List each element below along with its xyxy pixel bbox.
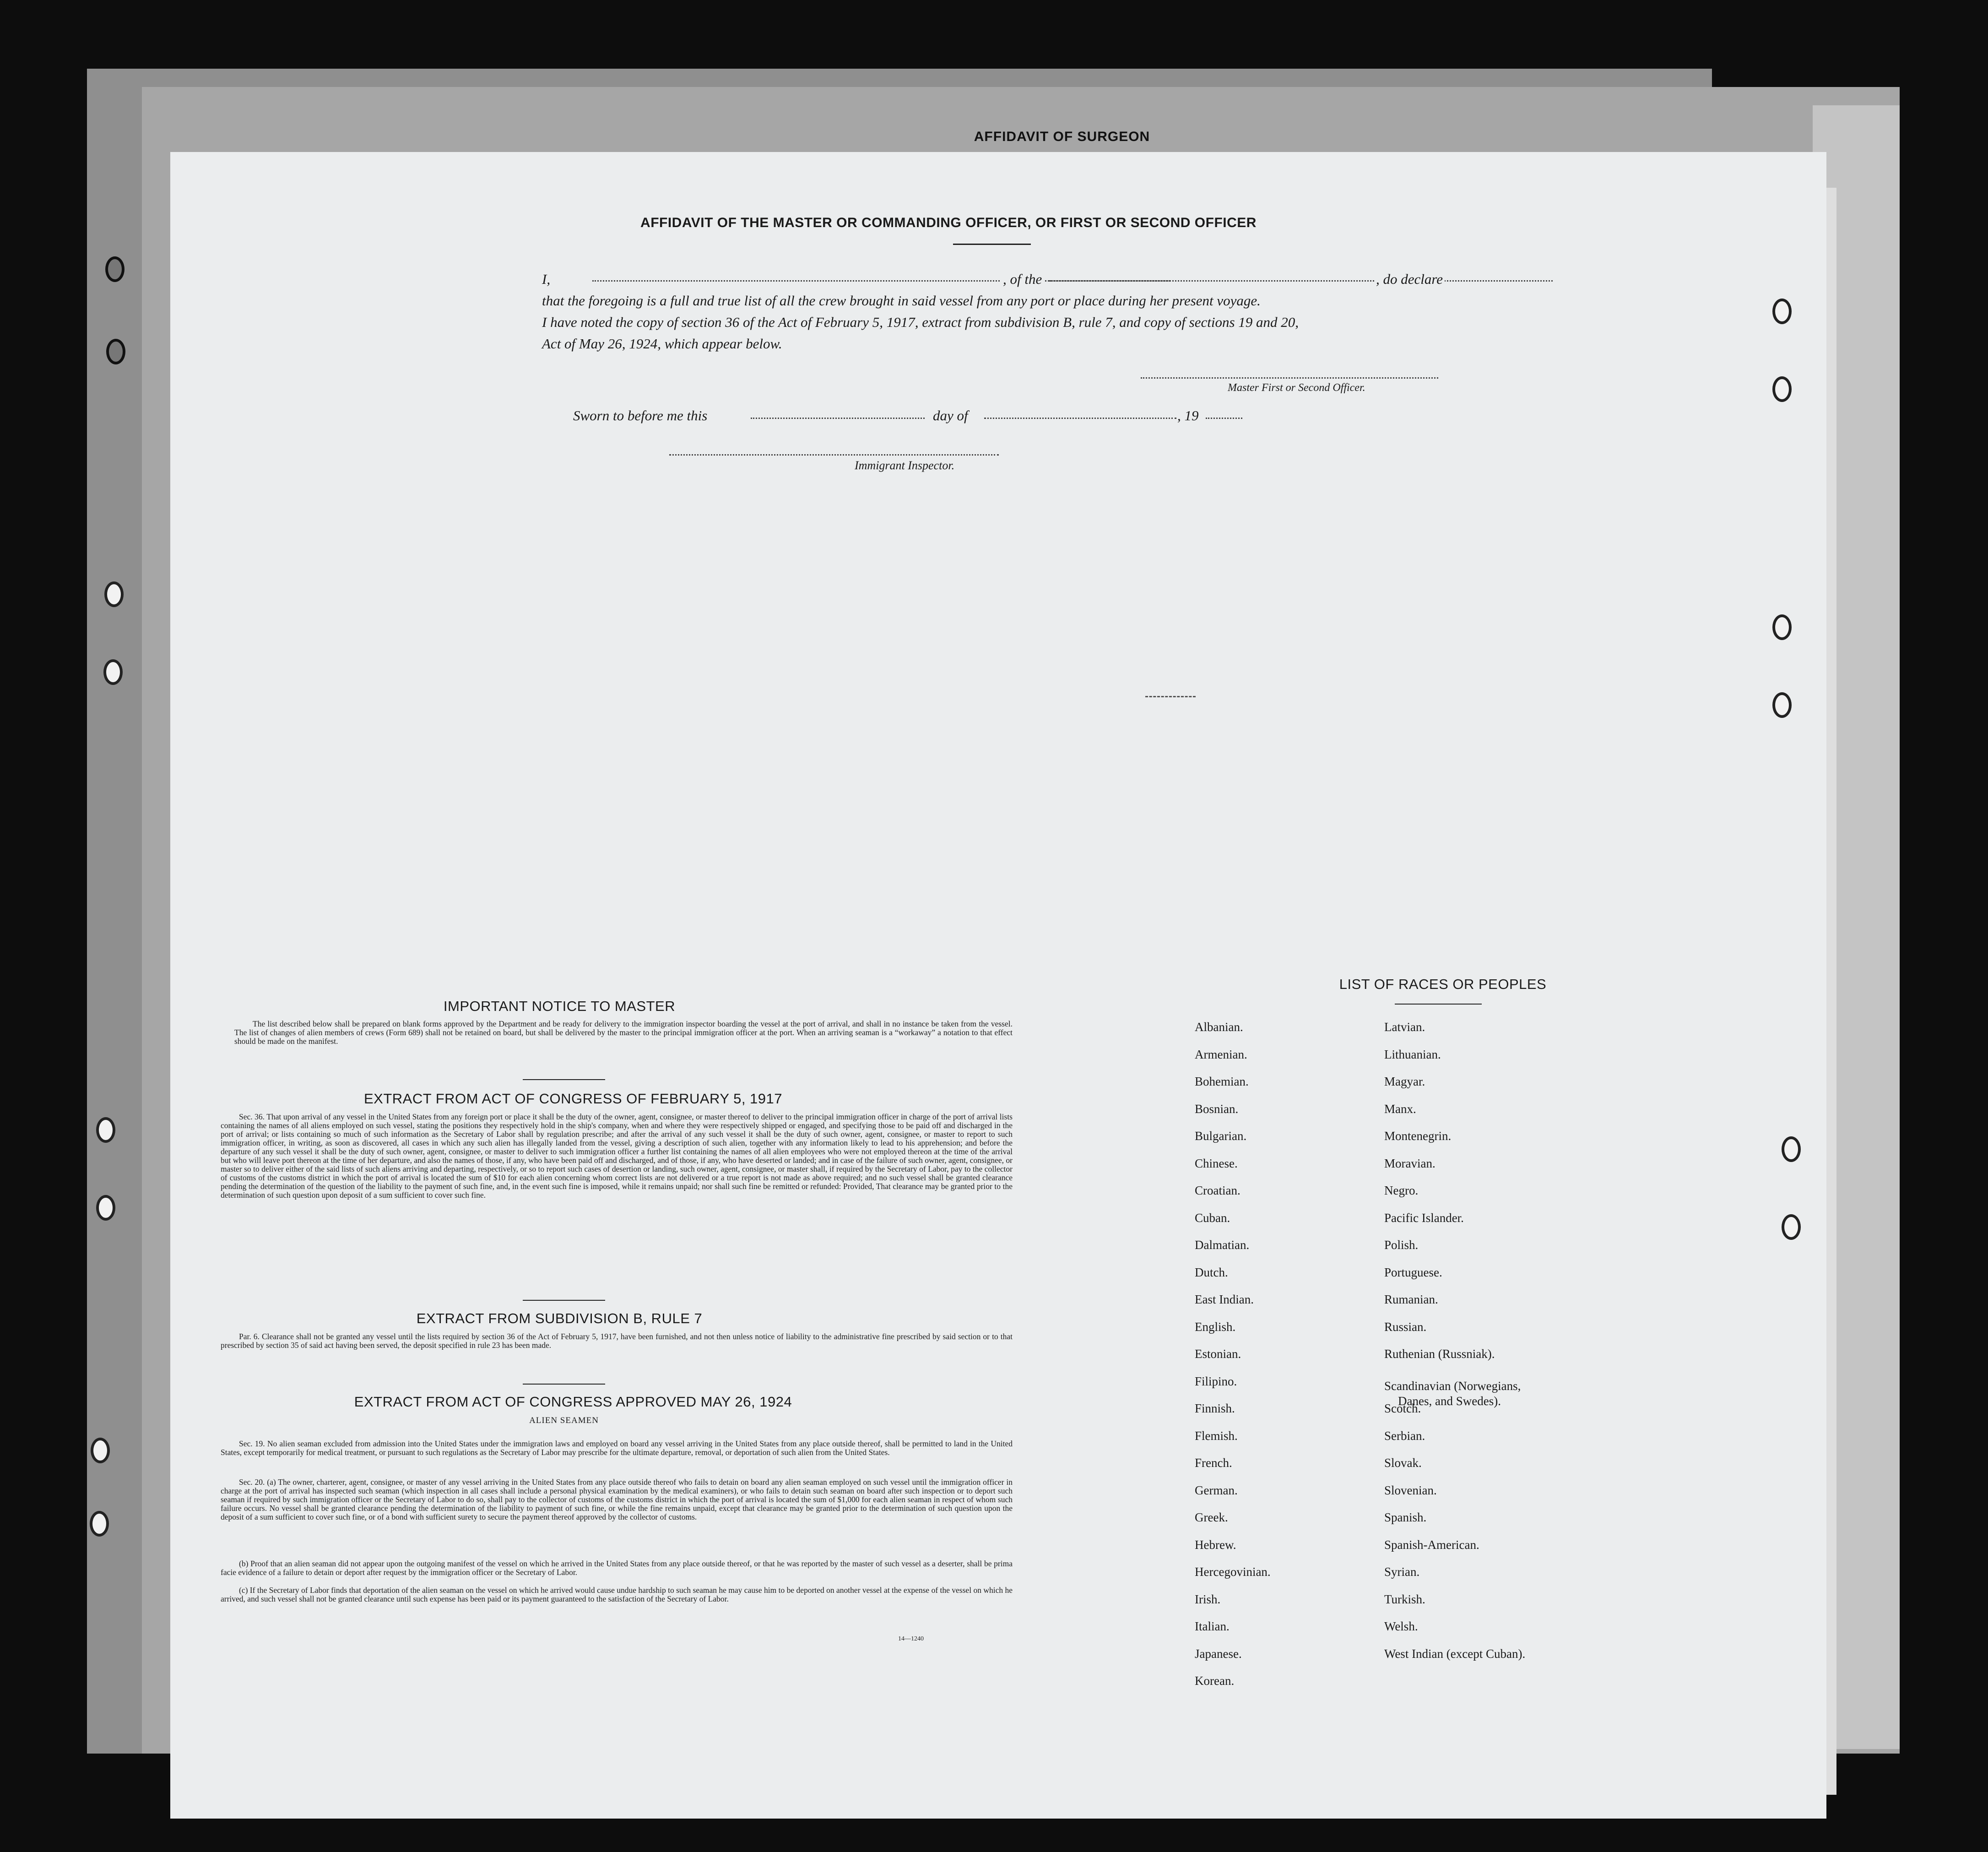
sec-19-text: Sec. 19. No alien seaman excluded from admission into the United States under the immigration laws and employed on board any vessel arriving in the United States from any place outside thereof, shall be permitted to land in the United States, except temporarily for medical treatment, or pursuant to such regulations as the Secretary of Labor may prescribe for the ultimate departure, removal, or deportation of such alien from the United States.	[221, 1439, 1013, 1457]
do-declare-label: , do declare	[1374, 271, 1445, 288]
section-divider	[523, 1079, 605, 1080]
title-divider	[953, 244, 1031, 245]
race-item: Albanian.	[1195, 1020, 1243, 1034]
race-item: Filipino.	[1195, 1374, 1237, 1388]
race-item: Pacific Islander.	[1384, 1211, 1464, 1225]
race-item: Bosnian.	[1195, 1102, 1239, 1116]
punch-hole-icon	[105, 256, 125, 282]
punch-hole-icon	[96, 1195, 115, 1221]
race-item: Estonian.	[1195, 1347, 1241, 1361]
punch-hole-icon	[1782, 1136, 1801, 1162]
race-item: Portuguese.	[1384, 1265, 1442, 1279]
race-item: Manx.	[1384, 1102, 1416, 1116]
punch-hole-icon	[96, 1117, 115, 1143]
race-item: Irish.	[1195, 1592, 1221, 1606]
race-item: Spanish-American.	[1384, 1537, 1479, 1552]
sworn-day-blank	[751, 418, 925, 419]
extract-1917-title: EXTRACT FROM ACT OF CONGRESS OF FEBRUARY 5, 1917	[363, 1091, 783, 1107]
affidavit-i-label: I,	[542, 271, 551, 287]
race-item: Croatian.	[1195, 1184, 1240, 1197]
race-item: Scandinavian (Norwegians,	[1384, 1379, 1521, 1393]
race-item: Bohemian.	[1195, 1075, 1249, 1088]
race-item: Bulgarian.	[1195, 1129, 1247, 1143]
extract-rule7-body: Par. 6. Clearance shall not be granted any vessel until the lists required by section 36 of the Act of February 5, 1917, have been furnished, and not then unless notice of liability to the administrative fine prescribed by said section or to that prescribed by section 35 of said act having been served, the deposit specified in rule 23 has been made.	[221, 1332, 1013, 1350]
race-item: Slovenian.	[1384, 1483, 1437, 1497]
inspector-signature-label: Immigrant Inspector.	[855, 459, 955, 472]
race-item: Syrian.	[1384, 1565, 1420, 1579]
race-item: Chinese.	[1195, 1156, 1238, 1170]
race-item: Spanish.	[1384, 1510, 1427, 1524]
master-signature-line	[1141, 377, 1438, 379]
race-item: Korean.	[1195, 1674, 1235, 1688]
punch-hole-icon	[1772, 299, 1792, 324]
race-item: Rumanian.	[1384, 1293, 1438, 1306]
punch-hole-icon	[1772, 614, 1792, 640]
race-item: Dalmatian.	[1195, 1238, 1250, 1252]
race-item: Finnish.	[1195, 1401, 1235, 1415]
race-item: Montenegrin.	[1384, 1129, 1452, 1143]
race-item: Turkish.	[1384, 1592, 1425, 1606]
pencil-mark	[1145, 678, 1196, 697]
punch-hole-icon	[104, 581, 124, 607]
section-divider	[523, 1384, 605, 1385]
form-number: 14—1240	[898, 1635, 924, 1642]
extract-1917-body: Sec. 36. That upon arrival of any vessel in the United States from any foreign port or place it shall be the duty of the owner, agent, consignee, or master thereof to deliver to the principal immigration officer in charge of the port of arrival lists containing the names of all aliens employed on such vessel, stating the positions they respectively hold in the ship's company, when and where they were respectively shipped or engaged, and specifying those to be paid off and discharged in the port of arrival; or lists containing so much of such information as the Secretary of Labor shall by regulation prescribe; and after the arrival of any such vessel it shall be the duty of such owner, agent, consignee, or master to report to such immigration officer, in writing, as soon as discovered, all cases in which any such alien has illegally landed from the vessel, giving a description of such alien, together with any information likely to lead to his apprehension; and before the departure of any such vessel it shall be the duty of such owner, agent, consignee, or master to deliver to such immigration officer a further list containing the names of all alien employees who were not employed thereon at the time of the arrival but who will leave port thereon at the time of her departure, and also the names of those, if any, who have been paid off and discharged, and of those, if any, who have deserted or landed; and in case of the failure of such owner, agent, consignee, or master so to deliver either of the said lists of such aliens arriving and departing, respectively, or so to report such cases of desertion or landing, such owner, agent, consignee, or master shall, if required by the Secretary of Labor, pay to the collector of customs of the customs district in which the port of arrival is located the sum of $10 for each alien concerning whom correct lists are not delivered or a true report is not made as above required; and no such vessel shall be granted clearance pending the determination of the question of the liability to the payment of such fine, and, in the event such fine is imposed, while it remains unpaid; nor shall such fine be remitted or refunded: Provided, That clearance may be granted prior to the determination of such question upon deposit of a sum sufficient to cover such fine.	[221, 1112, 1013, 1200]
race-item: English.	[1195, 1320, 1236, 1334]
race-item: Welsh.	[1384, 1619, 1418, 1633]
sec-20a-text: Sec. 20. (a) The owner, charterer, agent, consignee, or master of any vessel arriving in the United States from any place outside thereof who fails to detain on board any alien seaman employed on such vessel until the immigration officer in charge at the port of arrival has inspected such seaman (which inspection in all cases shall include a personal physical examination by the medical examiners), or who fails to detain such seaman on board after such inspection or to deport such seaman if required by such immigration officer or the Secretary of Labor to do so, shall pay to the collector of customs of the customs district in which the port of arrival is located the sum of $1,000 for each alien seaman in respect of whom such failure occurs. No vessel shall be granted clearance pending the determination of the liability to payment of such fine, or while the fine remains unpaid, except that clearance may be granted prior to the determination of such question upon the deposit of a sum sufficient to cover such fine, or of a bond with sufficient surety to secure the payment thereof approved by the collector of customs.	[221, 1477, 1013, 1521]
race-item: Latvian.	[1384, 1020, 1425, 1034]
punch-hole-icon	[1782, 1214, 1801, 1240]
document-page	[170, 152, 1826, 1819]
punch-hole-icon	[103, 659, 123, 685]
affidavit-line-4: Act of May 26, 1924, which appear below.	[542, 336, 782, 352]
sworn-year-blank	[1206, 418, 1242, 419]
day-of-label: day of	[933, 407, 968, 424]
race-item: Hercegovinian.	[1195, 1565, 1271, 1579]
punch-hole-icon	[1772, 376, 1792, 402]
race-item: French.	[1195, 1456, 1232, 1470]
race-item: Slovak.	[1384, 1456, 1422, 1470]
races-list-title: LIST OF RACES OR PEOPLES	[1339, 976, 1547, 992]
extract-rule7-title: EXTRACT FROM SUBDIVISION B, RULE 7	[416, 1310, 703, 1326]
race-item: Serbian.	[1384, 1428, 1425, 1443]
punch-hole-icon	[106, 339, 125, 364]
inspector-signature-line	[669, 454, 999, 456]
race-item: German.	[1195, 1483, 1238, 1497]
race-item: Flemish.	[1195, 1428, 1238, 1443]
of-the-label: , of the	[1001, 271, 1044, 288]
race-item: Polish.	[1384, 1238, 1419, 1252]
vessel-blank-line	[1049, 280, 1553, 282]
race-item: Magyar.	[1384, 1075, 1425, 1088]
punch-hole-icon	[91, 1438, 110, 1463]
race-item: Greek.	[1195, 1510, 1228, 1524]
races-divider	[1395, 1004, 1482, 1005]
race-item: Russian.	[1384, 1320, 1427, 1334]
year-label: , 19	[1177, 407, 1199, 424]
affidavit-title: AFFIDAVIT OF THE MASTER OR COMMANDING OFFICER, OR FIRST OR SECOND OFFICER	[640, 215, 1257, 230]
sworn-label: Sworn to before me this	[573, 407, 708, 424]
race-item: Lithuanian.	[1384, 1047, 1441, 1061]
race-item: Hebrew.	[1195, 1537, 1236, 1552]
section-divider	[523, 1300, 605, 1301]
affidavit-line-2: that the foregoing is a full and true list of all the crew brought in said vessel from any port or place during her present voyage.	[542, 293, 1261, 309]
sec-20c-text: (c) If the Secretary of Labor finds that deportation of the alien seaman on the vessel on which he arrived would cause undue hardship to such seaman he may cause him to be deported on another vessel at the expense of the vessel on which he arrived, and such vessel shall not be granted clearance until such expense has been paid or its payment guaranteed to the satisfaction of the Secretary of Labor.	[221, 1586, 1013, 1603]
alien-seamen-subtitle: ALIEN SEAMEN	[529, 1416, 599, 1425]
affidavit-line-3: I have noted the copy of section 36 of the Act of February 5, 1917, extract from subdivision B, rule 7, and copy of sections 19 and 20,	[542, 314, 1299, 330]
notice-title: IMPORTANT NOTICE TO MASTER	[443, 998, 676, 1014]
race-item: Japanese.	[1195, 1646, 1242, 1661]
race-item: Italian.	[1195, 1619, 1230, 1633]
notice-body: The list described below shall be prepared on blank forms approved by the Department and be ready for delivery to the immigration inspector boarding the vessel at the port of arrival, and shall in no instance be taken from the vessel. The list of changes of alien members of crews (Form 689) shall not be retained on board, but shall be delivered by the master to the principal immigration officer at the port. When an arriving seaman is a “workaway” a notation to that effect should be made on the manifest.	[234, 1019, 1013, 1046]
race-item: Cuban.	[1195, 1211, 1230, 1225]
surgeon-affidavit-header: AFFIDAVIT OF SURGEON	[974, 129, 1150, 144]
extract-1924-title: EXTRACT FROM ACT OF CONGRESS APPROVED MAY 26, 1924	[354, 1394, 792, 1410]
race-item: Ruthenian (Russniak).	[1384, 1347, 1495, 1361]
race-item: Dutch.	[1195, 1265, 1228, 1279]
race-item: Danes, and Swedes).	[1398, 1394, 1501, 1408]
race-item: East Indian.	[1195, 1293, 1254, 1306]
race-item: Armenian.	[1195, 1047, 1247, 1061]
race-item: West Indian (except Cuban).	[1384, 1646, 1526, 1661]
sec-20b-text: (b) Proof that an alien seaman did not appear upon the outgoing manifest of the vessel on which he arrived in the United States from any place outside thereof, or that he was reported by the master of such vessel as a deserter, shall be prima facie evidence of a failure to detain or deport after request by the immigration officer or the Secretary of Labor.	[221, 1559, 1013, 1577]
punch-hole-icon	[1772, 692, 1792, 718]
race-item: Moravian.	[1384, 1156, 1435, 1170]
race-item: Scotch.	[1384, 1401, 1421, 1415]
sworn-month-blank	[984, 418, 1176, 419]
race-item: Negro.	[1384, 1184, 1419, 1197]
master-signature-label: Master First or Second Officer.	[1228, 382, 1365, 394]
punch-hole-icon	[90, 1511, 109, 1537]
